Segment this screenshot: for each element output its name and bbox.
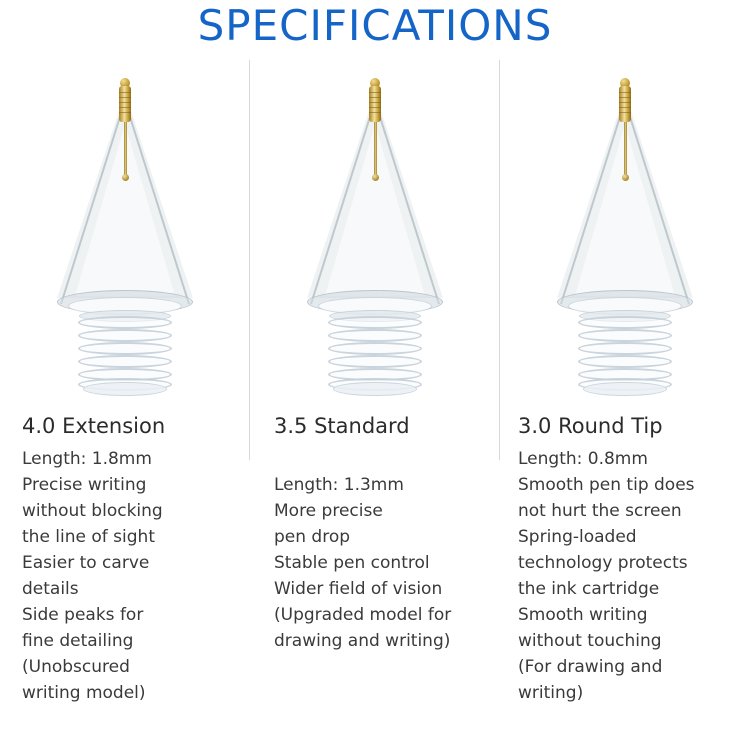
spacer [264, 446, 486, 472]
nib-rings [619, 88, 631, 120]
spec-heading-1: 4.0 Extension [22, 414, 166, 438]
spec-line: writing) [518, 683, 584, 703]
spec-line: Spring-loaded [518, 527, 637, 547]
thread-bottom-ring [83, 382, 167, 396]
spec-line: pen drop [274, 527, 351, 547]
spec-line: Length: 1.3mm [274, 475, 404, 495]
nib-stem [624, 122, 627, 180]
thread-bottom-ring [583, 382, 667, 396]
spec-line: Length: 0.8mm [518, 449, 648, 469]
spec-line: fine detailing [22, 631, 134, 651]
pen-tip-image-2 [264, 50, 486, 408]
nib-stem [374, 122, 377, 180]
spec-line: More precise [274, 501, 383, 521]
spec-column-standard-3-5 [250, 50, 500, 740]
pen-tip-image-3 [514, 50, 736, 408]
spec-line: (Unobscured [22, 657, 130, 677]
thread-bottom-ring [333, 382, 417, 396]
spec-line: drawing and writing) [274, 631, 451, 651]
nib-rings [119, 88, 131, 120]
spec-column-round-tip-3-0 [500, 50, 750, 740]
pen-tip-icon [535, 58, 715, 398]
spec-line: (For drawing and [518, 657, 663, 677]
pen-tip-icon [35, 58, 215, 398]
metal-nib-icon [619, 78, 631, 178]
spec-description-1 [22, 446, 236, 706]
metal-nib-icon [369, 78, 381, 178]
spec-heading-2: 3.5 Standard [274, 414, 410, 438]
spec-line: Precise writing [22, 475, 147, 495]
spec-line: the ink cartridge [518, 579, 660, 599]
nib-contact-point [122, 174, 129, 181]
pen-tip-image-1 [14, 50, 236, 408]
spec-line: Length: 1.8mm [22, 449, 152, 469]
spec-line: not hurt the screen [518, 501, 682, 521]
spec-line: Stable pen control [274, 553, 430, 573]
spec-line: Smooth writing [518, 605, 648, 625]
specification-columns [0, 50, 750, 740]
spec-line: without blocking [22, 501, 163, 521]
spec-line: details [22, 579, 79, 599]
page-title: SPECIFICATIONS [197, 1, 553, 50]
spec-line: Easier to carve [22, 553, 150, 573]
metal-nib-icon [119, 78, 131, 178]
nib-contact-point [622, 174, 629, 181]
spec-line: (Upgraded model for [274, 605, 452, 625]
spec-line: without touching [518, 631, 662, 651]
spec-line: technology protects [518, 553, 688, 573]
spec-line: Smooth pen tip does [518, 475, 695, 495]
spec-line: Side peaks for [22, 605, 144, 625]
spec-line: Wider field of vision [274, 579, 443, 599]
pen-tip-icon [285, 58, 465, 398]
nib-stem [124, 122, 127, 180]
spec-line: writing model) [22, 683, 146, 703]
nib-rings [369, 88, 381, 120]
spec-heading-3: 3.0 Round Tip [518, 414, 663, 438]
spec-description-2 [274, 472, 486, 654]
nib-contact-point [372, 174, 379, 181]
spec-description-3 [518, 446, 736, 706]
spec-column-extension-4-0 [0, 50, 250, 740]
spec-line: the line of sight [22, 527, 155, 547]
